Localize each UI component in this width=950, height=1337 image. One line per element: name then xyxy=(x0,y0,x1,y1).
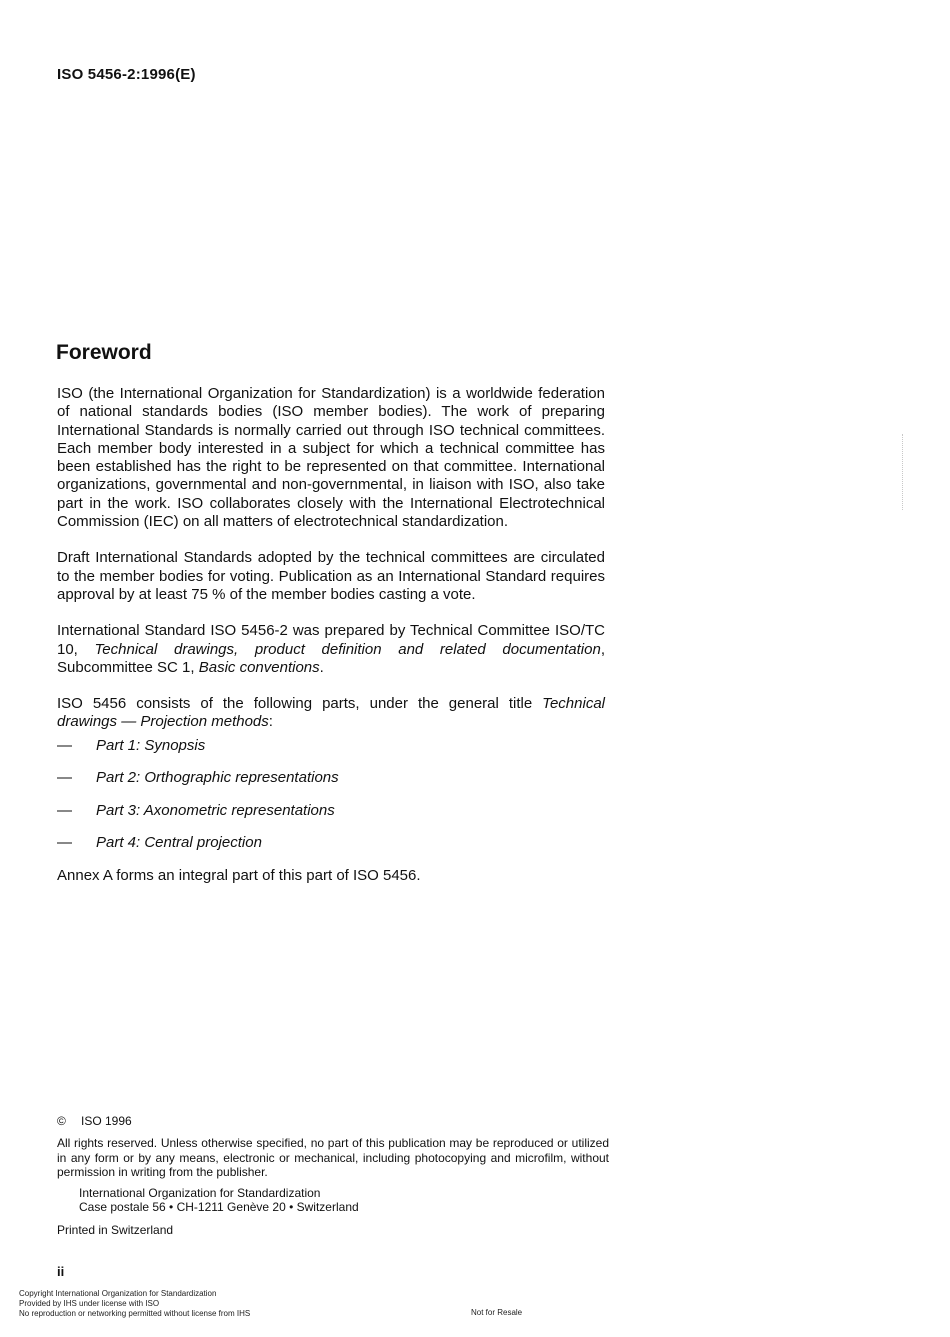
copyright-year: ISO 1996 xyxy=(81,1114,132,1128)
document-id-header: ISO 5456-2:1996(E) xyxy=(57,66,196,83)
annex-note: Annex A forms an integral part of this part of ISO 5456. xyxy=(57,866,421,884)
copyright-icon: © xyxy=(57,1114,66,1128)
list-dash: — xyxy=(57,769,72,787)
list-item xyxy=(57,737,605,770)
foreword-body xyxy=(57,385,605,903)
parts-intro-suffix: : xyxy=(268,713,273,731)
list-item xyxy=(57,769,605,802)
parts-intro-prefix: ISO 5456 consists of the following parts, under the general title xyxy=(57,695,543,713)
sc-title: Basic conventions xyxy=(198,658,320,676)
footer-line: No reproduction or networking permitted without license from IHS xyxy=(19,1308,251,1318)
parts-list xyxy=(57,737,605,867)
license-footer xyxy=(19,1289,250,1318)
copyright-line xyxy=(57,1114,609,1136)
list-dash: — xyxy=(57,801,72,819)
prepared-by-middle: , Subcommittee SC 1, xyxy=(57,640,605,676)
org-address: Case postale 56 • CH-1211 Genève 20 • Switzerland xyxy=(79,1200,359,1214)
rights-statement: All rights reserved. Unless otherwise specified, no part of this publication may be reproduced or utilized in any form or by any means, electronic or mechanical, including photocopying and microfilm, without permission in writing from the publisher. xyxy=(57,1136,609,1179)
list-item xyxy=(57,802,605,835)
copyright-block xyxy=(57,1114,609,1237)
paragraph-prepared-by xyxy=(57,622,605,677)
foreword-title: Foreword xyxy=(56,341,152,364)
general-title: Technical drawings — Projection methods xyxy=(57,695,605,731)
paragraph-draft-standards: Draft International Standards adopted by the technical committees are circulated to the member bodies for voting. Publication as an International Standard requires approval by at least 75 % of the member bodies casting a vote. xyxy=(57,549,605,603)
part-title: Part 2: Orthographic representations xyxy=(96,769,339,787)
part-title: Part 4: Central projection xyxy=(96,834,262,852)
scan-artifact-marks xyxy=(902,434,905,510)
prepared-by-suffix: . xyxy=(319,658,324,676)
paragraph-parts-intro xyxy=(57,695,605,732)
list-dash: — xyxy=(57,834,72,852)
not-for-resale: Not for Resale xyxy=(471,1308,523,1317)
prepared-by-prefix: International Standard ISO 5456-2 was prepared by Technical Committee ISO/TC 10, xyxy=(57,622,605,658)
tc-title: Technical drawings, product definition and related documentation xyxy=(94,640,601,658)
paragraph-iso-description: ISO (the International Organization for Standardization) is a worldwide federation of national standards bodies (ISO member bodies). The work of preparing International Standards is normally carried out through ISO technical committees. Each member body interested in a subject for which a technical committee has been established has the right to be represented on that committee. International organizations, governmental and non-governmental, in liaison with ISO, also take part in the work. ISO collaborates closely with the International Electrotechnical Commission (IEC) on all matters of electrotechnical standardization. xyxy=(57,385,605,531)
part-title: Part 3: Axonometric representations xyxy=(96,801,335,819)
org-name: International Organization for Standardization xyxy=(79,1185,321,1200)
footer-line: Copyright International Organization for Standardization xyxy=(19,1289,217,1298)
list-dash: — xyxy=(57,736,72,754)
footer-line: Provided by IHS under license with ISO xyxy=(19,1298,160,1308)
publisher-address xyxy=(57,1186,609,1215)
page-number: ii xyxy=(57,1264,65,1279)
part-title: Part 1: Synopsis xyxy=(96,736,206,754)
list-item xyxy=(57,834,605,867)
printed-in: Printed in Switzerland xyxy=(57,1222,174,1237)
